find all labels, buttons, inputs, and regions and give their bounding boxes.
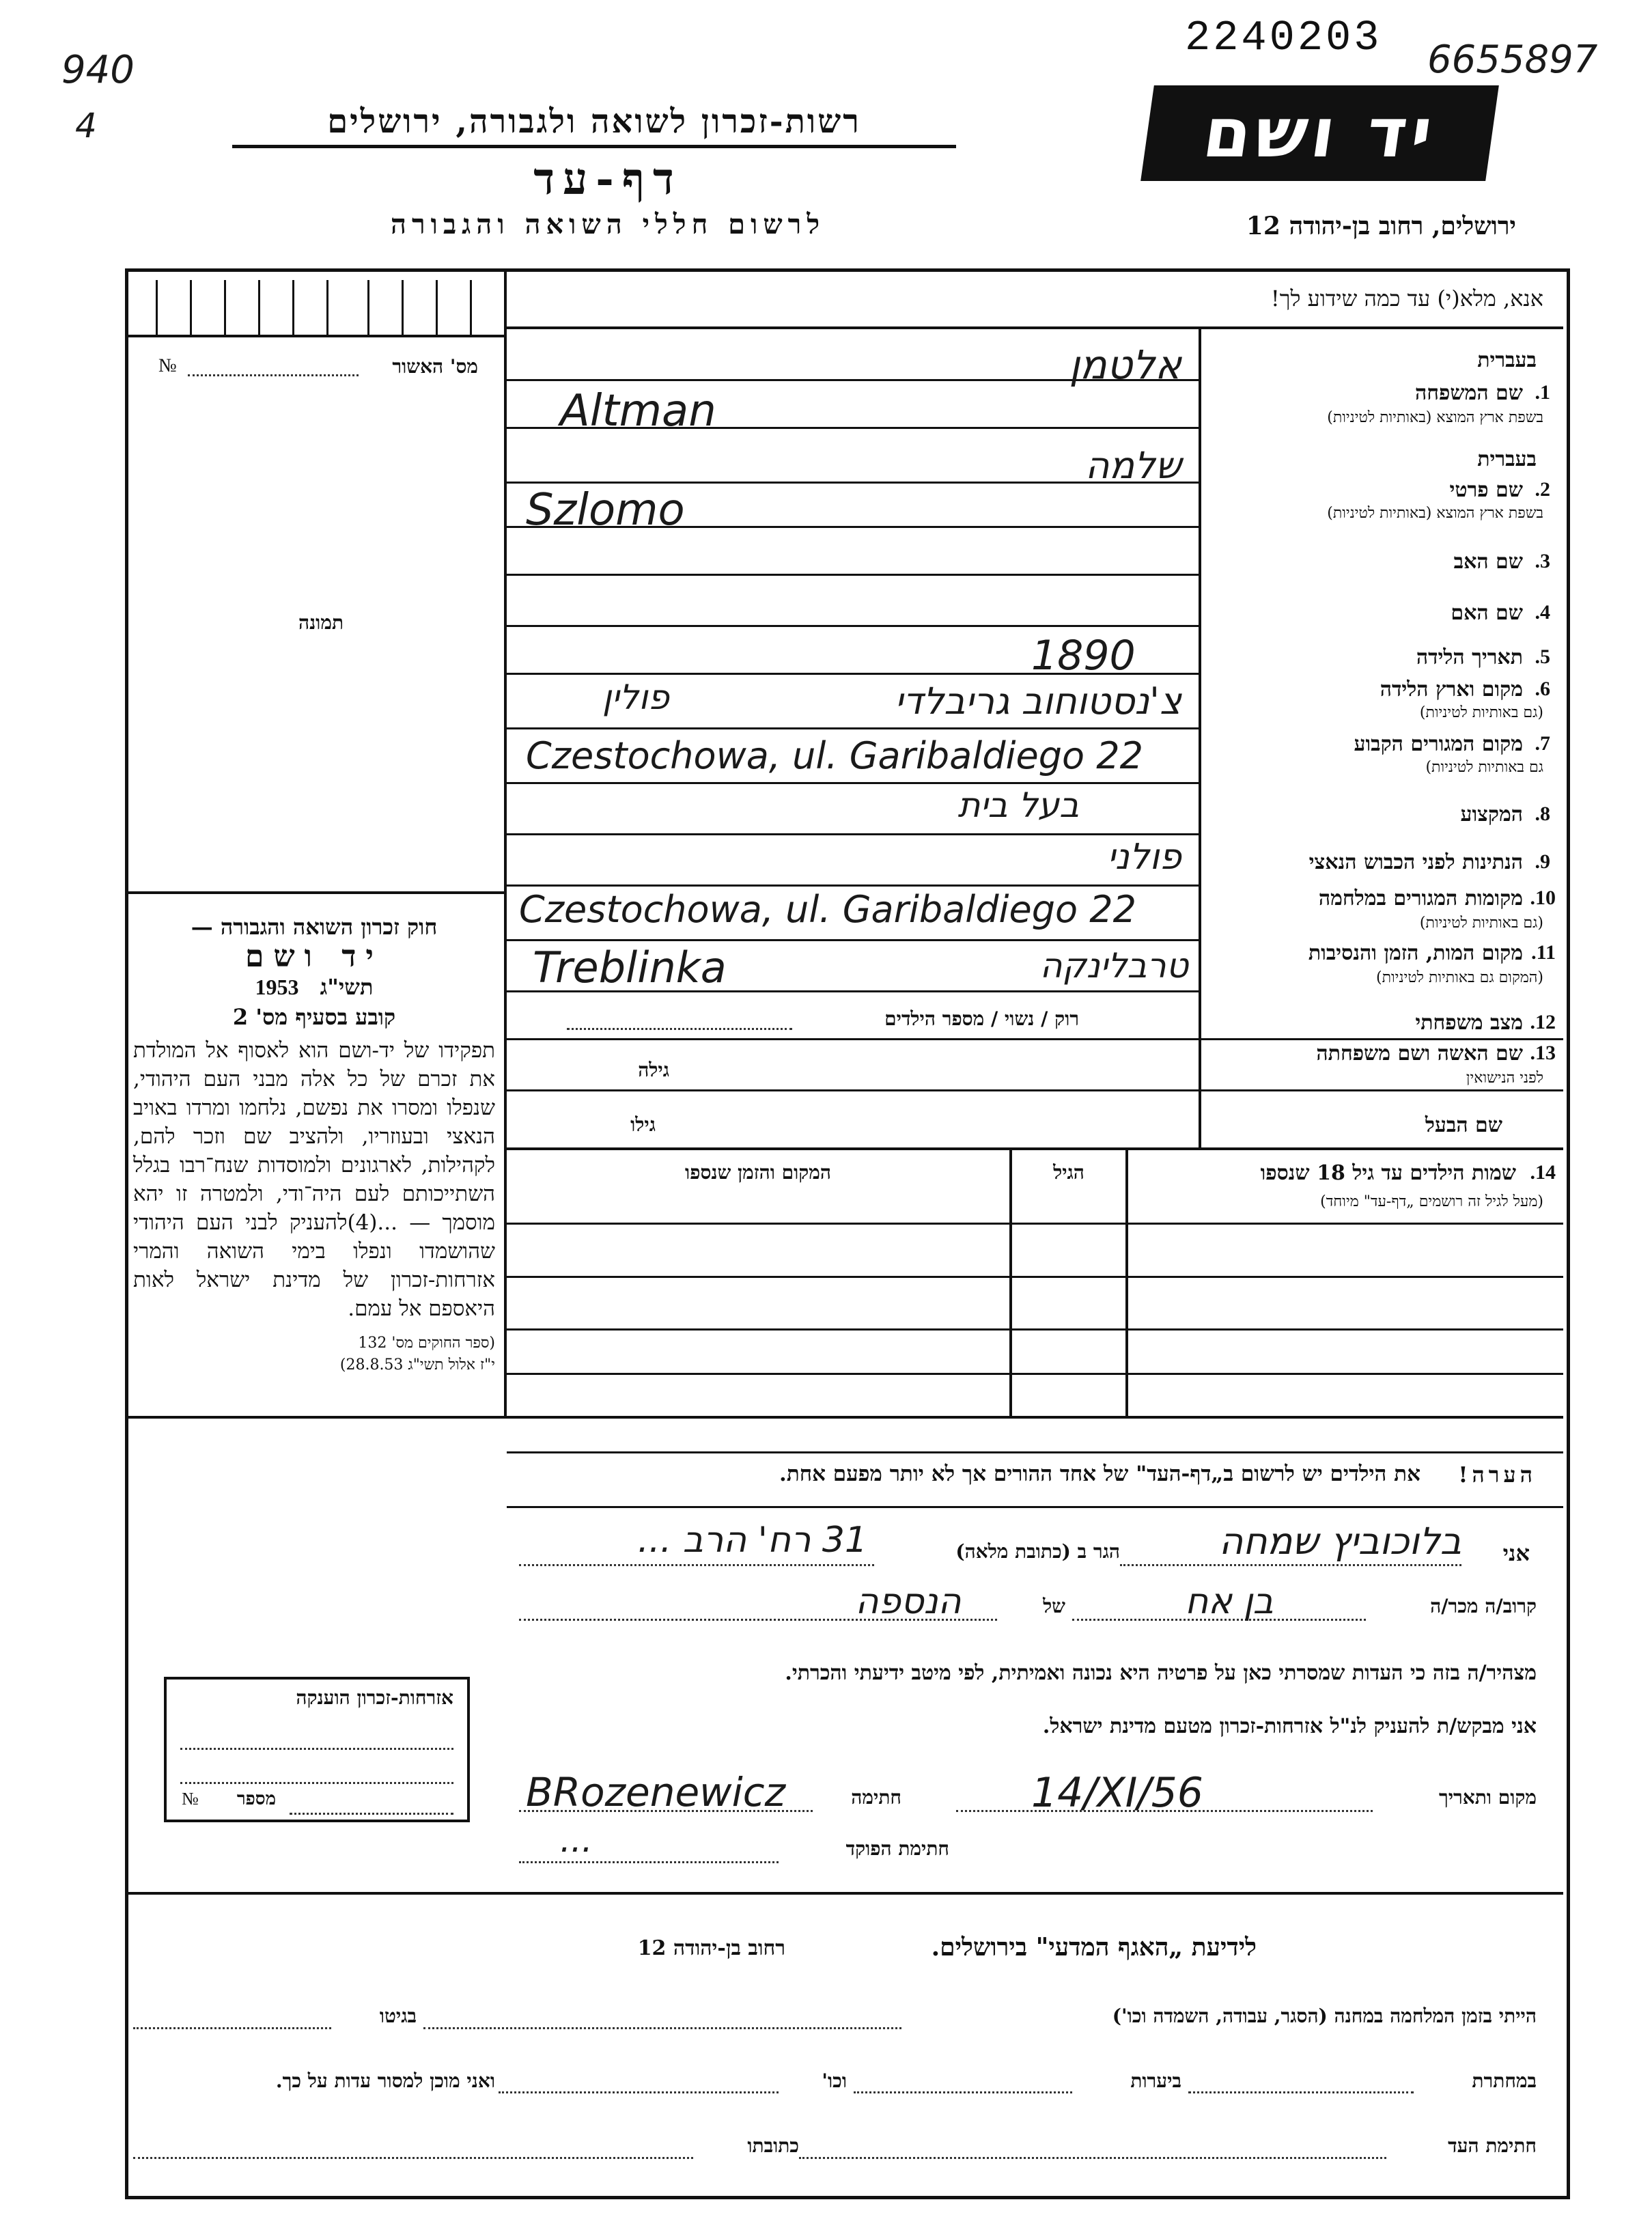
field-5-label: תאריך הלידה — [1416, 645, 1523, 669]
wife-age-label: גילה — [638, 1059, 669, 1081]
footer-forests: ביערות — [1130, 2070, 1181, 2092]
footer-underground: במחתרת — [1472, 2070, 1537, 2092]
field-4-num: 4. — [1535, 601, 1550, 624]
instruction: אנא, מלא(י) עד כמה שידוע לך! — [1270, 285, 1543, 311]
q14-num: 14. — [1530, 1161, 1556, 1184]
registration-cells — [128, 272, 504, 333]
hw-signature: BRozenewicz — [526, 1769, 786, 1815]
field-4-label: שם האם — [1451, 601, 1523, 625]
law-year-line — [133, 972, 495, 1002]
field-13-num: 13. — [1530, 1042, 1556, 1064]
hw-birthplace: צ'נסטוחוב גריבלדי — [895, 680, 1181, 723]
field-10-label: מקומות המגורים במלחמה — [1318, 887, 1523, 910]
of-label: של — [1043, 1595, 1065, 1617]
registration-no-label: מס' האשור — [392, 355, 478, 378]
footer-etc: וכו' — [822, 2070, 847, 2092]
footer-address: רחוב בן-יהודה 12 — [637, 1936, 785, 1960]
field-10-sub: (גם באותיות לטיניות) — [1419, 915, 1543, 932]
law-text: תפקידו של יד-ושם הוא לאסוף אל המולדת את זכרם של כל אלה מבני העם היהודי, שנפלו ומסרו את נפשם, נלחמו ומרדו באויב הנאצי ובעוזריו, ולהציב שם וזכר להם, לקהילות, לארגונים ולמוסדות שנח־רבו בגלל השתייכותם לעם היה־ודי, ולמטרה זו יהא מוסמך — ...(4)להעניק לבני העם היהודי שהושמדו ונפלו בימי השואה והמרי אזרחות-זכרון של מדינת ישראל לאות היאספם אל עמם. — [133, 1038, 495, 1321]
field-2-sub: בשפת ארץ המוצא (באותיות לטיניות) — [1327, 505, 1543, 522]
in-hebrew-label-1: בעברית — [1477, 348, 1537, 372]
hw-relation: בן אח — [1185, 1581, 1274, 1622]
handwritten-corner-note: 940 — [61, 48, 135, 92]
law-year: 1953 — [255, 975, 299, 999]
field-6-sub: (גם באותיות לטיניות) — [1419, 704, 1543, 721]
law-footnote-2: י"ז אלול תשי"ג 28.8.53) — [339, 1356, 495, 1374]
hw-death-place-he: טרבלינקה — [1039, 946, 1188, 986]
citizenship-no-mark: № — [182, 1789, 199, 1809]
q14-sub: (מעל לגיל זה רושמים „דף-עד" מיוחד) — [1320, 1193, 1543, 1210]
field-1-sub: בשפת ארץ המוצא (באותיות לטיניות) — [1327, 409, 1543, 426]
relative-label: קרוב/ה מכר/ה — [1430, 1595, 1537, 1617]
in-hebrew-label-2: בעברית — [1477, 447, 1537, 471]
field-2-num: 2. — [1535, 478, 1550, 501]
law-title: חוק זכרון השואה והגבורה — — [191, 914, 438, 940]
footer-address-label: כתובתו — [747, 2134, 799, 2157]
note-text: את הילדים יש לרשום ב„דף-העד" של אחד ההורים אך לא יותר מפעם אחת. — [779, 1462, 1420, 1486]
field-5-num: 5. — [1535, 645, 1550, 668]
footer-heading: לידיעת „האגף המדעי" בירושלים. — [931, 1933, 1257, 1962]
hw-surname-lat: Altman — [560, 386, 716, 436]
field-6-label: מקום וארץ הלידה — [1380, 678, 1523, 701]
hw-nationality: פולני — [1107, 837, 1181, 878]
field-13-sub: לפני הנישואין — [1466, 1070, 1543, 1087]
col-place-time: המקום והזמן שנספו — [685, 1161, 831, 1184]
field-3-label: שם האב — [1453, 550, 1523, 574]
field-9-label: הנתינות לפני הכבוש הנאצי — [1308, 850, 1523, 874]
form-subtitle: לרשום חללי השואה והגבורה — [390, 208, 826, 240]
husband-label: שם הבעל — [1425, 1113, 1502, 1137]
field-13-label: שם האשה ושם משפחתה — [1316, 1042, 1523, 1065]
hw-officer-signature: ... — [560, 1820, 593, 1860]
note-label: הערה! — [1458, 1462, 1537, 1488]
law-logo: יד ושם — [245, 939, 383, 974]
citizenship-box — [164, 1677, 470, 1822]
hw-birthplace-country: פולין — [602, 678, 669, 717]
organization-line: רשות-זכרון לשואה ולגבורה, ירושלים — [232, 102, 956, 148]
q14-label: שמות הילדים עד גיל 18 שנספו — [1260, 1161, 1516, 1185]
field-2-label: שם פרטי — [1449, 478, 1523, 502]
footer-ready: ואני מוכן למסור עדות על כך. — [275, 2070, 495, 2092]
signature-label: חתימה — [851, 1786, 901, 1809]
photo-label: תמונה — [298, 611, 344, 634]
field-6-num: 6. — [1535, 678, 1550, 700]
field-7-label: מקום המגורים הקבוע — [1354, 732, 1523, 756]
field-10-num: 10. — [1530, 887, 1556, 909]
address: ירושלים, רחוב בן-יהודה 12 — [1246, 212, 1516, 240]
yad-vashem-logo — [1140, 85, 1499, 181]
hw-witness-address: 31 רח' הרב ... — [637, 1520, 867, 1561]
serial-number: 2240203 — [1185, 14, 1382, 62]
hw-date: 14/XI/56 — [1031, 1769, 1203, 1817]
officer-signature-label: חתימת הפוקד — [845, 1837, 949, 1860]
law-heb-year: תשי"ג — [320, 974, 374, 1000]
law-clause: קובע בסעיף מס' 2 — [232, 1004, 396, 1030]
hw-profession: בעל בית — [957, 785, 1079, 825]
marital-options: רוק / נשוי / מספר הילדים — [884, 1007, 1079, 1030]
hw-residence: Czestochowa, ul. Garibaldiego 22 — [526, 734, 1143, 777]
field-7-sub: גם באותיות לטיניות) — [1425, 759, 1543, 776]
law-footnote-1: (ספר החוקים מס' 132 — [358, 1335, 495, 1352]
field-11-sub: (המקום גם באותיות לטיניות) — [1376, 969, 1543, 986]
col-age: הגיל — [1053, 1161, 1084, 1184]
footer-ghetto: בגיטו — [379, 2005, 417, 2027]
field-8-num: 8. — [1535, 803, 1550, 825]
field-11-label: מקום המות, הזמן והנסיבות — [1308, 941, 1523, 965]
i-label: אני — [1502, 1540, 1530, 1566]
residing-label: הגר ב (כתובת מלאה) — [955, 1540, 1120, 1563]
field-7-num: 7. — [1535, 732, 1550, 755]
logo-text: יד ושם — [1198, 93, 1442, 173]
field-1-num: 1. — [1535, 381, 1550, 404]
hw-surname-he: אלטמן — [1069, 342, 1181, 388]
form-title: דף-עד — [533, 154, 682, 205]
hw-wartime-residence: Czestochowa, ul. Garibaldiego 22 — [519, 888, 1136, 931]
hw-firstname-lat: Szlomo — [526, 485, 685, 535]
registration-no-mark: № — [158, 355, 177, 376]
field-1-label: שם המשפחה — [1414, 381, 1523, 405]
hw-firstname-he: שלמה — [1085, 444, 1181, 487]
place-date-label: מקום ותאריך — [1438, 1786, 1537, 1809]
hw-death-place-lat: Treblinka — [533, 943, 727, 992]
hw-deceased: הנספה — [855, 1581, 962, 1622]
hw-witness-name: בלוכוביץ שמחה — [1219, 1520, 1461, 1563]
handwritten-reference: 6655897 — [1427, 38, 1598, 82]
footer-witness-sig: חתימת העד — [1448, 2134, 1537, 2157]
handwritten-corner-note-2: 4 — [75, 106, 97, 145]
field-9-num: 9. — [1535, 850, 1550, 873]
hw-birth-year: 1890 — [1031, 632, 1136, 680]
husband-age-label: גילו — [630, 1113, 656, 1136]
field-12-num: 12. — [1530, 1011, 1556, 1033]
citizenship-box-title: אזרחות-זכרון הוענקה — [296, 1686, 453, 1709]
declaration-text: מצהיר/ה בזה כי העדות שמסרתי כאן על פרטיה היא נכונה ואמיתית, לפי מיטב ידיעתי והכרתי. — [785, 1661, 1537, 1685]
request-text: אני מבקש/ת להעניק לנ"ל אזרחות-זכרון מטעם מדינת ישראל. — [1042, 1714, 1537, 1738]
footer-camp-line: הייתי בזמן המלחמה במחנה (הסגר, עבודה, השמדה וכו') — [1112, 2005, 1537, 2027]
law-box — [133, 912, 495, 1376]
field-12-label: מצב משפחתי — [1415, 1011, 1523, 1035]
citizenship-number-label: מספר — [236, 1789, 276, 1809]
field-3-num: 3. — [1535, 550, 1550, 572]
field-11-num: 11. — [1531, 941, 1556, 964]
field-8-label: המקצוע — [1460, 803, 1523, 826]
